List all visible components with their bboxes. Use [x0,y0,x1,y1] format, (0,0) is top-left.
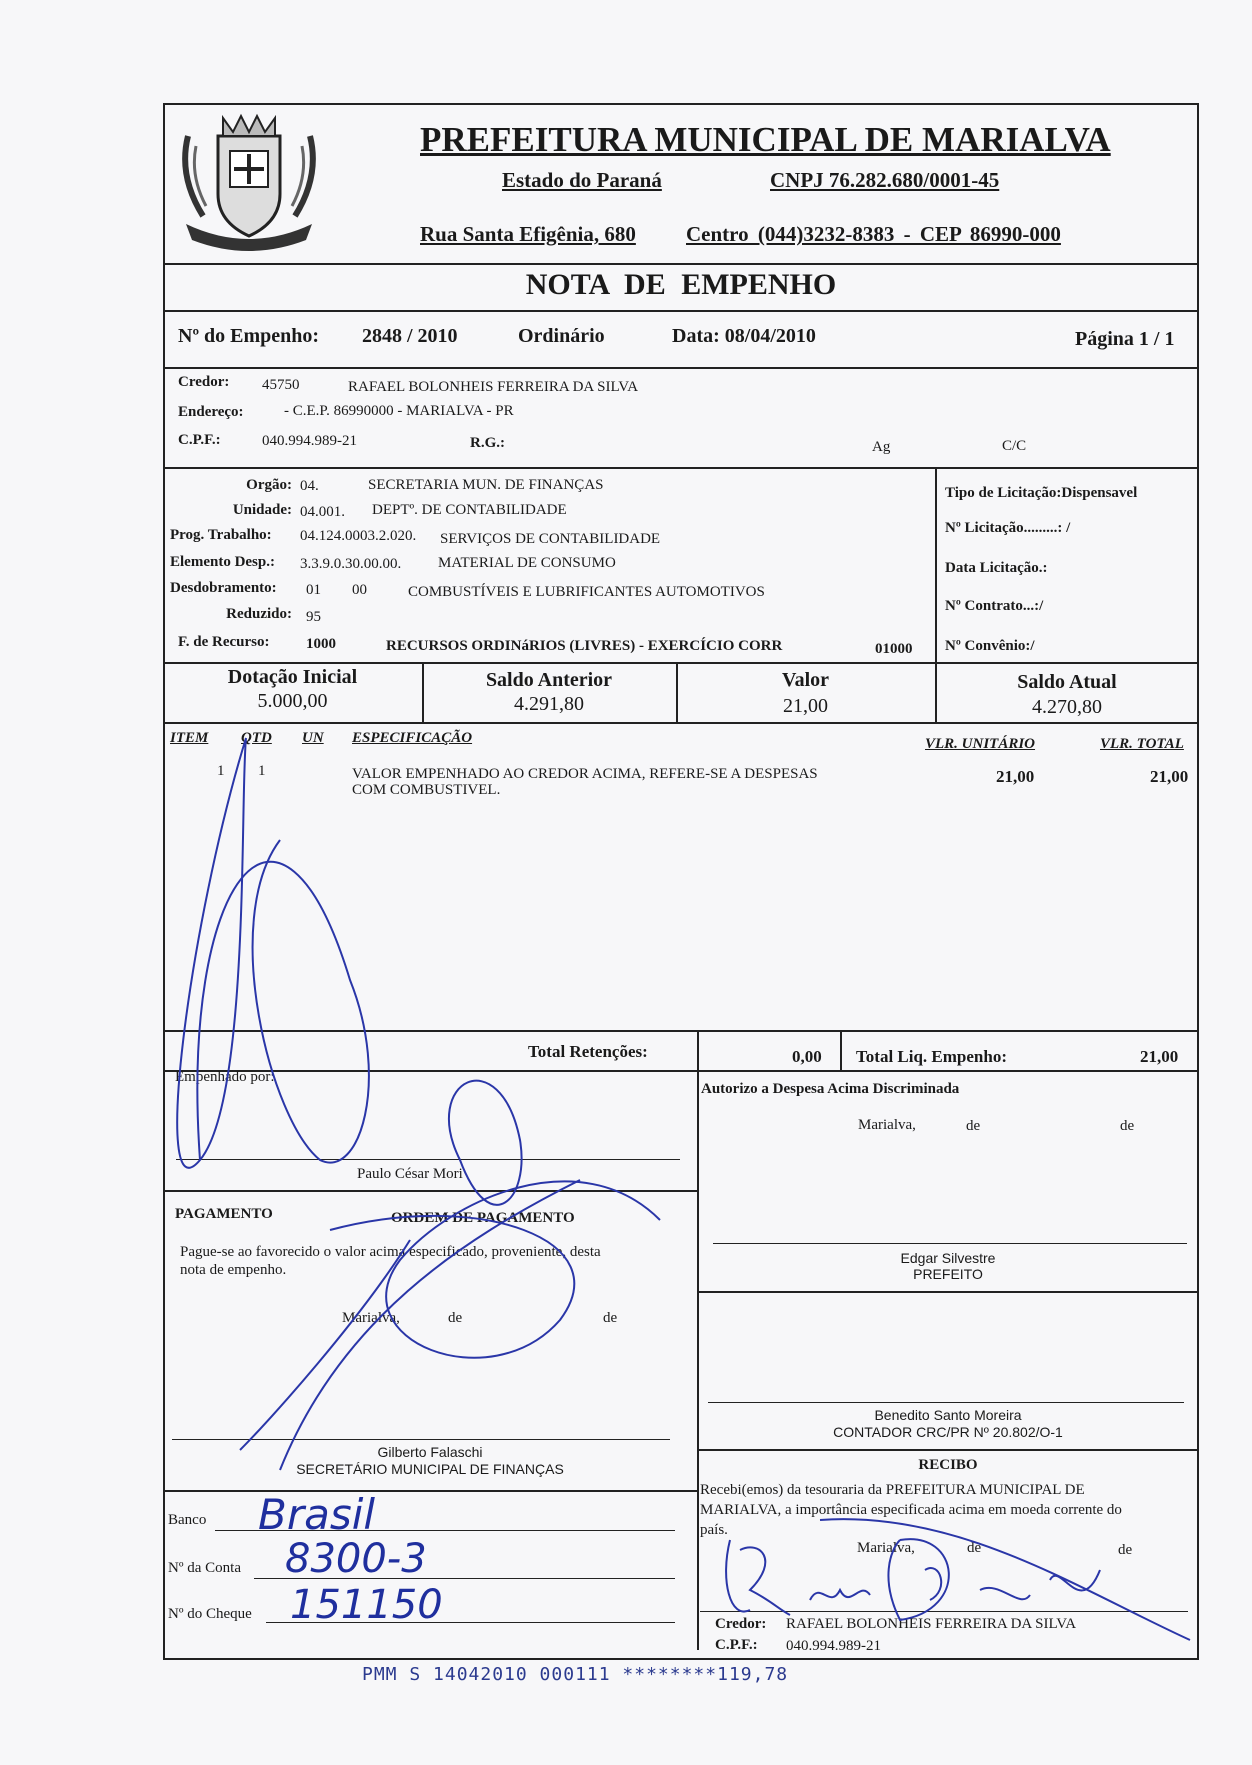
unidade-code: 04.001. [300,504,345,520]
recibo-de1: de [967,1540,982,1556]
reduzido-value: 95 [306,609,321,625]
pagamento-label: PAGAMENTO [175,1206,273,1222]
recurso-label: F. de Recurso: [178,634,270,650]
recibo-cpf-label: C.P.F.: [715,1637,758,1653]
autorizo-place: Marialva, [858,1117,916,1133]
credor-code: 45750 [262,377,300,393]
col-spec-header: ESPECIFICAÇÃO [352,730,473,746]
element-label: Elemento Desp.: [170,554,275,570]
retencoes-value: 0,00 [792,1047,822,1066]
prefeito-role: PREFEITO [913,1266,983,1282]
recibo-cpf: 040.994.989-21 [786,1638,881,1654]
recibo-text-line2: MARIALVA, a importância especificada acima em moeda corrente do [700,1502,1122,1518]
saldo-anterior-value: 4.291,80 [514,693,584,715]
recibo-credor-label: Credor: [715,1616,767,1632]
pagamento-text-line2: nota de empenho. [180,1262,287,1278]
desdobramento-label: Desdobramento: [170,580,277,596]
page-indicator: Página 1 / 1 [1075,328,1175,350]
licitacao-date: Data Licitação.: [945,560,1048,576]
autorizo-de1: de [966,1118,981,1134]
recurso-number: 01000 [875,641,913,657]
item-total: 21,00 [1150,767,1189,786]
banco-label: Banco [168,1512,207,1528]
item-spec-line1: VALOR EMPENHADO AO CREDOR ACIMA, REFERE-SE A DESPESAS [352,766,818,782]
item-unit-price: 21,00 [996,767,1035,786]
cpf-label: C.P.F.: [178,432,221,448]
empenhado-name: Paulo César Mori [357,1166,463,1182]
liquido-value: 21,00 [1140,1047,1179,1066]
program-name: SERVIÇOS DE CONTABILIDADE [440,531,661,547]
recurso-name: RECURSOS ORDINáRIOS (LIVRES) - EXERCÍCIO CORR [386,638,783,654]
pagamento-text-line1: Pague-se ao favorecido o valor acima especificado, proveniente, desta [180,1244,601,1260]
col-total-header: VLR. TOTAL [1100,736,1184,752]
col-qtd-header: QTD [241,730,272,746]
empenho-type: Ordinário [518,325,605,347]
recibo-place: Marialva, [857,1540,915,1556]
agency-label: Ag [872,439,891,455]
orgao-label: Orgão: [246,477,292,493]
pagamento-de1: de [448,1310,463,1326]
valor-value: 21,00 [783,695,828,717]
contador-role: CONTADOR CRC/PR Nº 20.802/O-1 [833,1424,1063,1440]
recurso-code: 1000 [306,636,336,652]
recibo-text-line1: Recebi(emos) da tesouraria da PREFEITURA MUNICIPAL DE [700,1482,1085,1498]
rg-label: R.G.: [470,435,505,451]
retencoes-label: Total Retenções: [528,1042,648,1061]
desdobramento-b: 00 [352,582,367,598]
convenio-number: Nº Convênio:/ [945,638,1035,654]
dotacao-label: Dotação Inicial [227,666,358,688]
licitacao-type: Tipo de Licitação:Dispensavel [945,485,1138,501]
account-label: C/C [1002,438,1027,454]
unidade-name: DEPTº. DE CONTABILIDADE [372,502,567,518]
secretario-role: SECRETÁRIO MUNICIPAL DE FINANÇAS [296,1461,564,1477]
recibo-credor-name: RAFAEL BOLONHEIS FERREIRA DA SILVA [786,1616,1077,1632]
desdobramento-a: 01 [306,582,321,598]
orgao-name: SECRETARIA MUN. DE FINANÇAS [368,477,604,493]
credor-address: - C.E.P. 86990000 - MARIALVA - PR [284,403,514,419]
conta-value: 8300-3 [285,1536,427,1582]
contador-name: Benedito Santo Moreira [874,1407,1022,1423]
cheque-value: 151150 [290,1582,443,1628]
valor-label: Valor [781,669,830,691]
col-unit-price-header: VLR. UNITÁRIO [925,736,1036,752]
recibo-text-line3: país. [700,1522,728,1538]
pagamento-de2: de [603,1310,618,1326]
credor-cpf: 040.994.989-21 [262,433,357,449]
saldo-atual-value: 4.270,80 [1032,696,1102,718]
header-title: PREFEITURA MUNICIPAL DE MARIALVA [420,120,1111,159]
element-name: MATERIAL DE CONSUMO [438,555,616,571]
desdobramento-name: COMBUSTÍVEIS E LUBRIFICANTES AUTOMOTIVOS [408,584,765,600]
cheque-label: Nº do Cheque [168,1606,252,1622]
autorizo-de2: de [1120,1118,1135,1134]
item-spec-line2: COM COMBUSTIVEL. [352,782,501,798]
contract-number: Nº Contrato...:/ [945,598,1044,614]
empenho-number: 2848 / 2010 [362,325,458,347]
header-state: Estado do Paraná [502,168,662,192]
address-label: Endereço: [178,404,244,420]
footer-stamp: PMM S 14042010 000111 ********119,78 [362,1664,789,1685]
secretario-name: Gilberto Falaschi [377,1444,483,1460]
credor-name: RAFAEL BOLONHEIS FERREIRA DA SILVA [348,379,639,395]
empenhado-label: Empenhado por: [175,1069,275,1085]
reduzido-label: Reduzido: [226,606,292,622]
orgao-code: 04. [300,478,319,494]
dotacao-value: 5.000,00 [257,690,328,712]
col-un-header: UN [302,730,324,746]
header-address: Rua Santa Efigênia, 680 [420,222,636,246]
saldo-atual-label: Saldo Atual [1017,671,1117,693]
licitacao-number: Nº Licitação.........: / [945,520,1071,536]
header-contact: Centro (044)3232-8383 - CEP 86990-000 [686,222,1061,246]
recibo-de2: de [1118,1542,1133,1558]
program-code: 04.124.0003.2.020. [300,528,417,544]
col-item-header: ITEM [170,730,209,746]
pagamento-place: Marialva, [342,1310,400,1326]
recibo-title: RECIBO [918,1457,978,1473]
program-label: Prog. Trabalho: [170,527,272,543]
banco-value: Brasil [258,1490,376,1539]
item-number: 1 [217,763,225,779]
autorizo-title: Autorizo a Despesa Acima Discriminada [701,1081,960,1097]
ordem-pagamento-label: ORDEM DE PAGAMENTO [391,1210,575,1226]
unidade-label: Unidade: [232,502,292,518]
empenho-date: Data: 08/04/2010 [672,325,816,347]
conta-label: Nº da Conta [168,1560,241,1576]
document-title: NOTA DE EMPENHO [525,268,837,301]
liquido-label: Total Liq. Empenho: [856,1047,1007,1066]
empenho-number-label: Nº do Empenho: [178,325,320,347]
municipal-crest-icon [178,106,320,256]
prefeito-name: Edgar Silvestre [900,1250,996,1266]
credor-label: Credor: [178,374,230,390]
element-code: 3.3.9.0.30.00.00. [300,556,402,572]
header-cnpj: CNPJ 76.282.680/0001-45 [770,168,1000,192]
item-quantity: 1 [258,763,266,779]
saldo-anterior-label: Saldo Anterior [485,669,613,691]
